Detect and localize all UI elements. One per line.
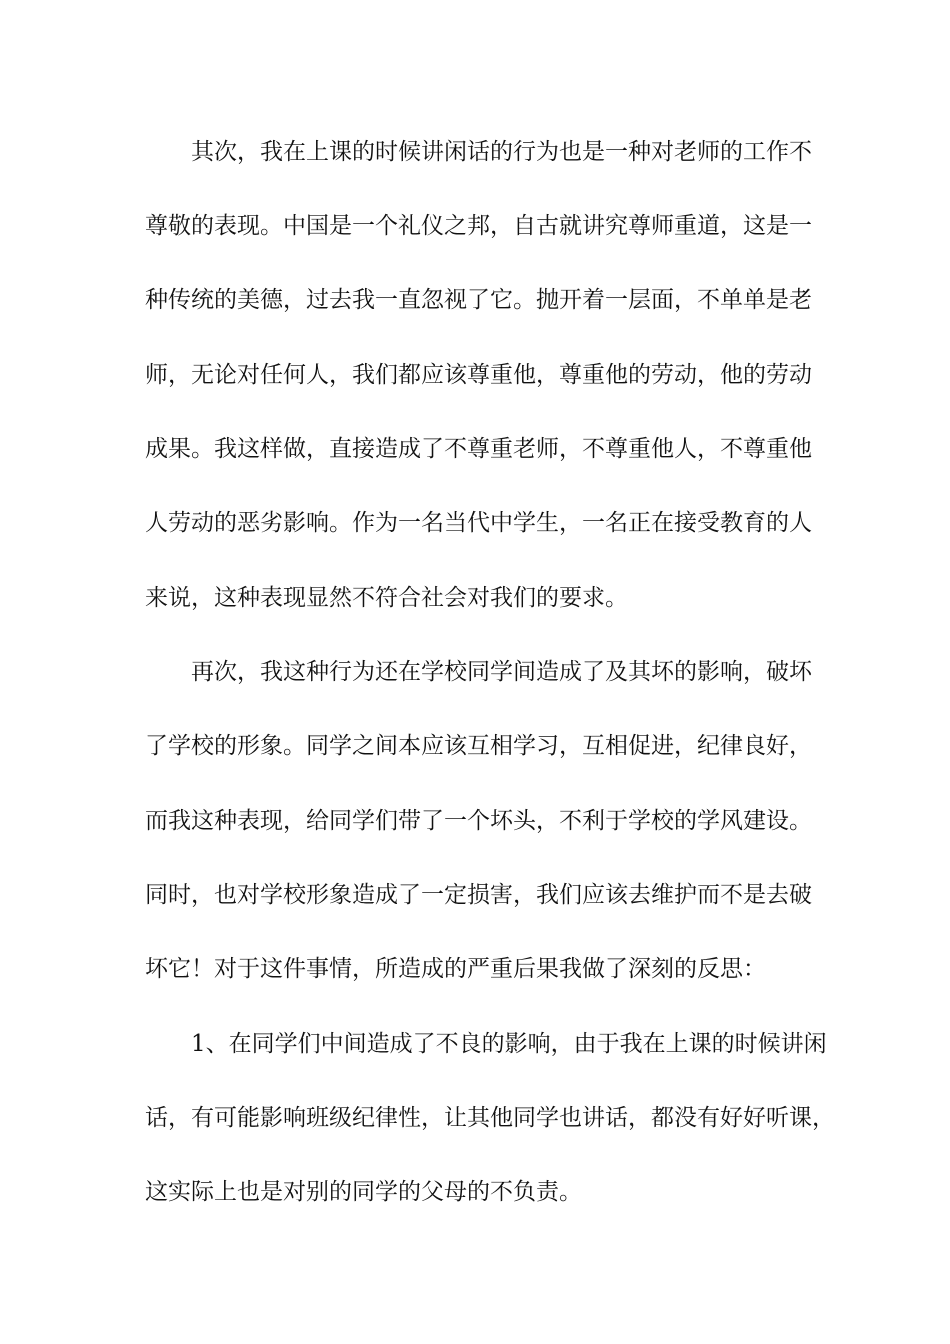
paragraph-3-line-2: 话，有可能影响班级纪律性，让其他同学也讲话，都没有好好听课， (145, 1105, 835, 1131)
paragraph-1-line-1: 其次，我在上课的时候讲闲话的行为也是一种对老师的工作不 (191, 139, 812, 165)
paragraph-1-line-7: 来说，这种表现显然不符合社会对我们的要求。 (145, 585, 628, 611)
paragraph-1-line-2: 尊敬的表现。中国是一个礼仪之邦，自古就讲究尊师重道，这是一 (145, 213, 812, 239)
paragraph-2-line-1: 再次，我这种行为还在学校同学间造成了及其坏的影响，破坏 (191, 659, 812, 685)
paragraph-2-line-4: 同时，也对学校形象造成了一定损害，我们应该去维护而不是去破 (145, 882, 812, 908)
paragraph-2-line-5: 坏它！对于这件事情，所造成的严重后果我做了深刻的反思： (145, 956, 766, 982)
paragraph-1-line-3: 种传统的美德，过去我一直忽视了它。抛开着一层面，不单单是老 (145, 287, 812, 313)
paragraph-3-line-1: 1、在同学们中间造成了不良的影响，由于我在上课的时候讲闲 (191, 1031, 827, 1057)
paragraph-3-line-3: 这实际上也是对别的同学的父母的不负责。 (145, 1179, 582, 1205)
paragraph-1-line-4: 师，无论对任何人，我们都应该尊重他，尊重他的劳动，他的劳动 (145, 362, 812, 388)
paragraph-1-line-5: 成果。我这样做，直接造成了不尊重老师，不尊重他人，不尊重他 (145, 436, 812, 462)
paragraph-2-line-3: 而我这种表现，给同学们带了一个坏头，不利于学校的学风建设。 (145, 808, 812, 834)
paragraph-1-line-6: 人劳动的恶劣影响。作为一名当代中学生，一名正在接受教育的人 (145, 510, 812, 536)
paragraph-2-line-2: 了学校的形象。同学之间本应该互相学习，互相促进，纪律良好， (145, 733, 812, 759)
